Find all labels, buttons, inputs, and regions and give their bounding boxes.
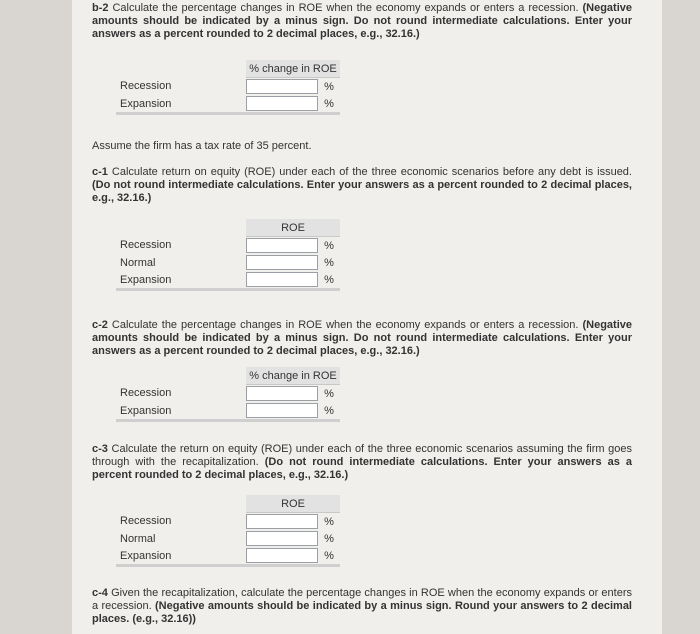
answer-input[interactable] — [246, 403, 318, 418]
answer-input[interactable] — [246, 514, 318, 529]
answer-table-c3 — [116, 495, 340, 567]
unit-label: % — [324, 549, 334, 562]
question-number: c-4 — [92, 587, 108, 599]
answer-input[interactable] — [246, 96, 318, 111]
question-number: b-2 — [92, 2, 109, 14]
answer-input[interactable] — [246, 531, 318, 546]
column-header: % change in ROE — [246, 60, 340, 78]
tax-rate-note: Assume the firm has a tax rate of 35 percent. — [92, 140, 312, 152]
column-header: % change in ROE — [246, 367, 340, 385]
unit-label: % — [324, 273, 334, 286]
unit-label: % — [324, 387, 334, 400]
question-text: Calculate the return on equity (ROE) under each of the three economic scenarios assuming the firm goes through with the recapitalization. — [92, 443, 632, 468]
unit-label: % — [324, 404, 334, 417]
question-instructions: (Do not round intermediate calculations. Enter your answers as a percent rounded to 2 decimal places, e.g., 32.16.) — [92, 179, 632, 204]
answer-table-b2 — [116, 60, 340, 115]
question-instructions: (Negative amounts should be indicated by a minus sign. Do not round intermediate calculations. Enter your answers as a percent rounded to 2 decimal places, e.g., 32.16.) — [92, 319, 632, 357]
question-b2 — [92, 2, 632, 41]
unit-label: % — [324, 515, 334, 528]
table-row — [116, 78, 340, 96]
question-text: Given the recapitalization, calculate the percentage changes in ROE when the economy expands or enters a recession. — [92, 587, 632, 612]
unit-label: % — [324, 256, 334, 269]
row-label: Expansion — [120, 404, 172, 417]
question-c4 — [92, 587, 632, 626]
question-text: Calculate the percentage changes in ROE when the economy expands or enters a recession. — [107, 319, 583, 331]
table-row — [116, 530, 340, 547]
answer-input[interactable] — [246, 79, 318, 94]
question-number: c-1 — [92, 166, 108, 178]
question-number: c-2 — [92, 319, 108, 331]
question-instructions: (Do not round intermediate calculations. Enter your answers as a percent rounded to 2 decimal places, e.g., 32.16.) — [92, 456, 632, 481]
row-label: Normal — [120, 256, 156, 269]
table-row — [116, 547, 340, 564]
answer-input[interactable] — [246, 238, 318, 253]
question-text: Calculate the percentage changes in ROE when the economy expands or enters a recession. — [108, 2, 583, 14]
question-instructions: (Negative amounts should be indicated by a minus sign. Do not round intermediate calculations. Enter your answers as a percent rounded to 2 decimal places, e.g., 32.16.) — [92, 2, 632, 40]
unit-label: % — [324, 80, 334, 93]
column-header: ROE — [246, 495, 340, 513]
question-c3 — [92, 443, 632, 482]
question-c1 — [92, 166, 632, 205]
row-label: Expansion — [120, 273, 172, 286]
table-row — [116, 271, 340, 288]
table-row — [116, 513, 340, 531]
row-label: Recession — [120, 387, 172, 400]
question-number: c-3 — [92, 443, 108, 455]
row-label: Recession — [120, 239, 172, 252]
question-c2 — [92, 319, 632, 358]
answer-input[interactable] — [246, 386, 318, 401]
row-label: Expansion — [120, 97, 172, 110]
answer-table-c2 — [116, 367, 340, 422]
column-header: ROE — [246, 219, 340, 237]
answer-input[interactable] — [246, 255, 318, 270]
table-row — [116, 385, 340, 403]
row-label: Recession — [120, 80, 172, 93]
question-instructions: (Negative amounts should be indicated by a minus sign. Round your answers to 2 decimal places. (e.g., 32.16)) — [92, 600, 632, 625]
row-label: Expansion — [120, 549, 172, 562]
answer-input[interactable] — [246, 548, 318, 563]
unit-label: % — [324, 239, 334, 252]
answer-input[interactable] — [246, 272, 318, 287]
row-label: Normal — [120, 532, 156, 545]
unit-label: % — [324, 97, 334, 110]
row-label: Recession — [120, 515, 172, 528]
table-row — [116, 237, 340, 255]
unit-label: % — [324, 532, 334, 545]
question-text: Calculate return on equity (ROE) under each of the three economic scenarios before any debt is issued. — [107, 166, 632, 178]
answer-table-c1 — [116, 219, 340, 291]
table-row — [116, 402, 340, 419]
table-row — [116, 95, 340, 112]
table-row — [116, 254, 340, 271]
